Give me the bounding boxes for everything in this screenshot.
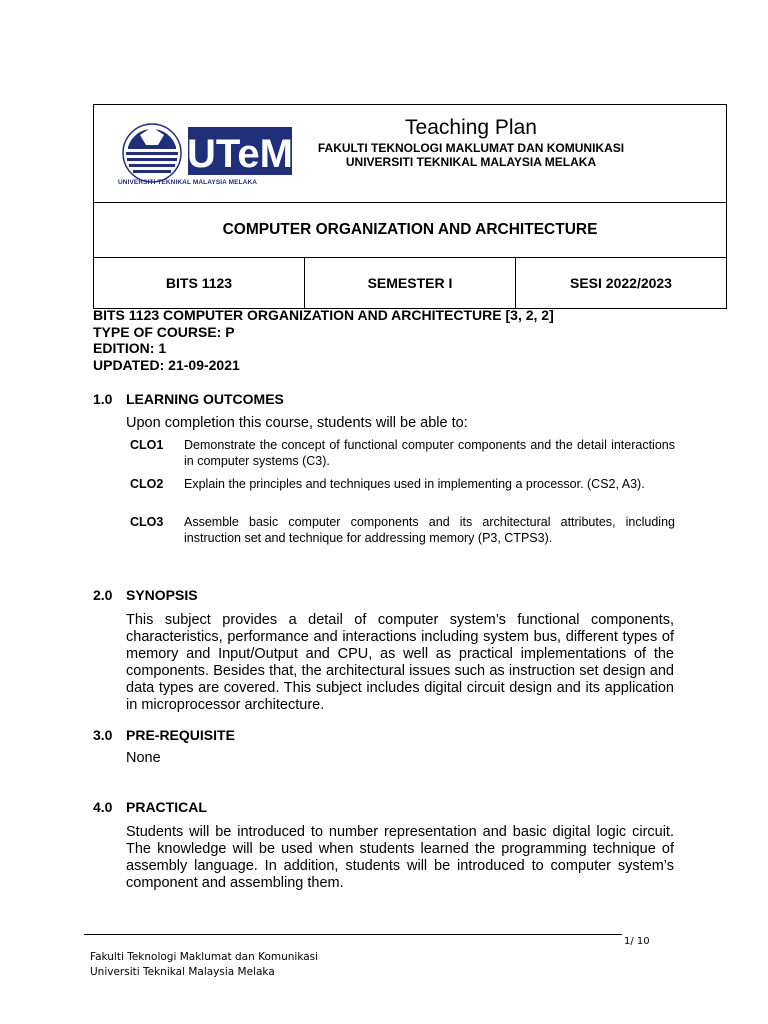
footer-divider <box>84 934 622 935</box>
synopsis-text: This subject provides a detail of computer system’s functional components, characteristics, performance and interactions including system bus, different types of memory and Input/Output and CPU, as well as practical implementations of the components. Besides that, the architectural issues such as instruction set design and data types are covered. This subject includes digital circuit design and its application in microprocessor architecture. <box>126 612 674 713</box>
updated-date: UPDATED: 21-09-2021 <box>93 356 240 373</box>
practical-text: Students will be introduced to number representation and basic digital logic circuit. The knowledge will be used when students learned the programming technique of assembly language. In addition, students will be introduced to computer system’s component and assembling them. <box>126 824 674 891</box>
header-title-row <box>94 105 726 203</box>
course-line: BITS 1123 COMPUTER ORGANIZATION AND ARCHITECTURE [3, 2, 2] <box>93 307 554 323</box>
section-title: SYNOPSIS <box>126 587 198 603</box>
clo-code: CLO1 <box>130 438 164 452</box>
page-title: Teaching Plan <box>405 116 537 139</box>
section-heading-practical <box>93 799 207 815</box>
page-number: 1/ 10 <box>624 936 650 947</box>
header-table <box>93 104 727 309</box>
course-meta <box>93 307 554 373</box>
footer <box>90 950 318 980</box>
university-name: UNIVERSITI TEKNIKAL MALAYSIA MELAKA <box>345 155 597 169</box>
clo-item <box>130 438 675 469</box>
title-block <box>306 115 636 169</box>
session: SESI 2022/2023 <box>515 258 726 308</box>
clo-text: Explain the principles and techniques used in implementing a processor. (CS2, A3). <box>184 477 645 491</box>
course-info-row <box>94 258 726 308</box>
faculty-name: FAKULTI TEKNOLOGI MAKLUMAT DAN KOMUNIKASI <box>317 141 625 155</box>
section-number: 1.0 <box>93 391 113 407</box>
clo-text: Demonstrate the concept of functional computer components and the detail interactions in computer systems (C3). <box>184 438 675 468</box>
learning-outcomes-intro: Upon completion this course, students will be able to: <box>126 415 468 431</box>
section-number: 3.0 <box>93 727 113 743</box>
section-heading-learning-outcomes <box>93 391 284 407</box>
semester: SEMESTER I <box>304 258 515 308</box>
prerequisite-text: None <box>126 750 161 766</box>
clo-code: CLO3 <box>130 515 164 529</box>
logo-caption: UNIVERSITI TEKNIKAL MALAYSIA MELAKA <box>118 179 258 186</box>
course-title-row <box>94 203 726 258</box>
clo-item <box>130 477 675 493</box>
footer-university: Universiti Teknikal Malaysia Melaka <box>90 966 275 978</box>
section-number: 2.0 <box>93 587 113 603</box>
clo-text: Assemble basic computer components and its architectural attributes, including instruction set and technique for addressing memory (P3, CTPS3). <box>184 515 675 545</box>
utem-emblem-icon <box>123 124 181 182</box>
clo-code: CLO2 <box>130 477 164 491</box>
edition: EDITION: 1 <box>93 340 167 356</box>
clo-item <box>130 515 675 546</box>
section-heading-prerequisite <box>93 727 235 743</box>
section-title: LEARNING OUTCOMES <box>126 391 284 407</box>
logo-mark: UTeM <box>187 132 293 176</box>
course-title: COMPUTER ORGANIZATION AND ARCHITECTURE <box>222 221 598 238</box>
course-type: TYPE OF COURSE: P <box>93 323 235 340</box>
footer-faculty: Fakulti Teknologi Maklumat dan Komunikasi <box>90 951 319 963</box>
course-code: BITS 1123 <box>165 275 233 291</box>
section-number: 4.0 <box>93 799 113 815</box>
section-title: PRE-REQUISITE <box>126 727 235 743</box>
section-heading-synopsis <box>93 587 198 603</box>
section-title: PRACTICAL <box>126 799 207 815</box>
